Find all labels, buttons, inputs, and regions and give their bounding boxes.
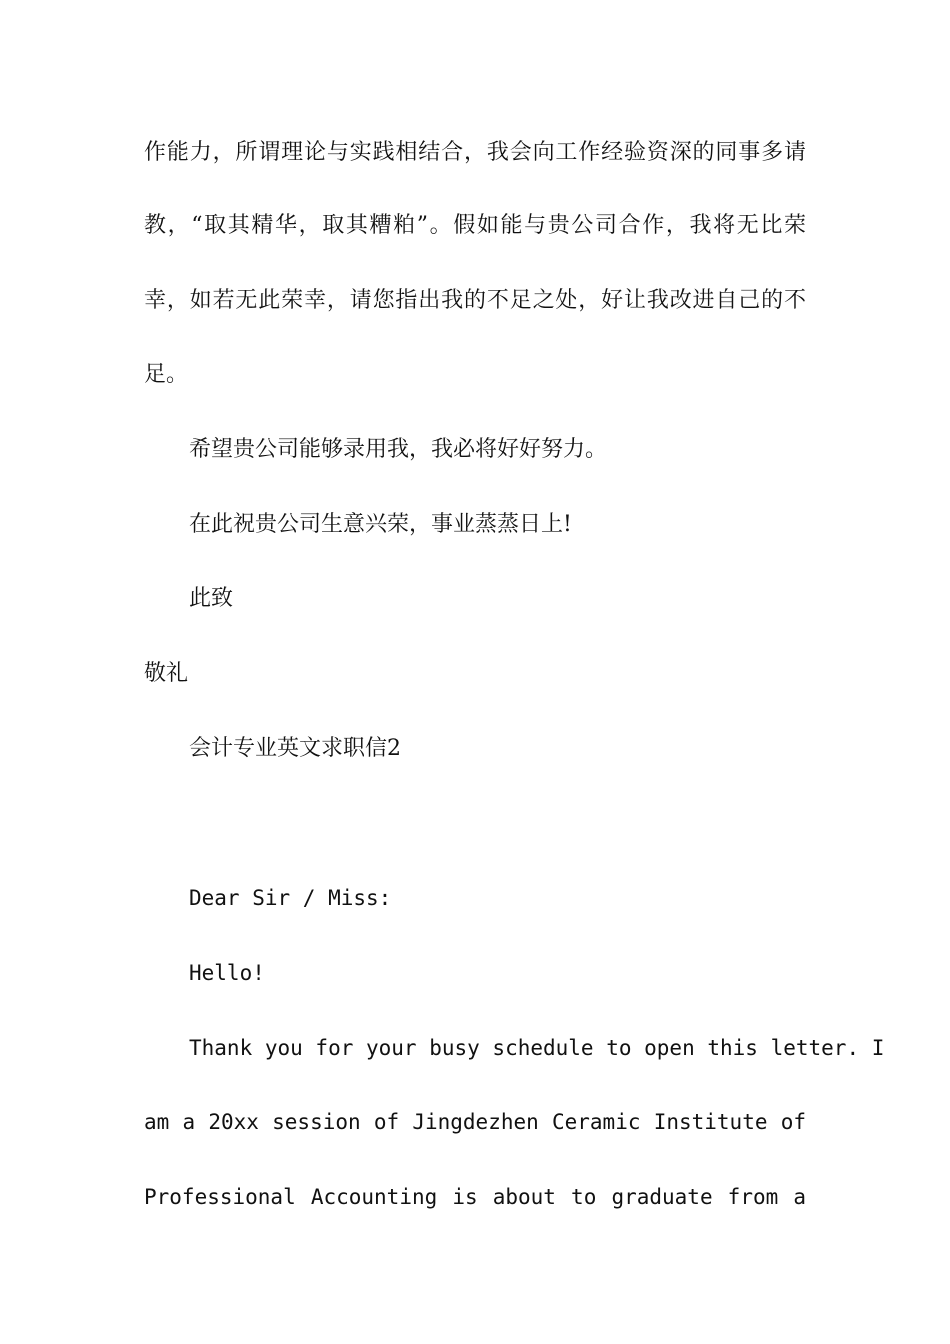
greeting-hello: Hello! (189, 961, 265, 985)
closing-wishes: 在此祝贵公司生意兴荣，事业蒸蒸日上! (189, 512, 572, 537)
english-line-2: am a 20xx session of Jingdezhen Ceramic Institute of (144, 1110, 806, 1134)
english-line-1: Thank you for your busy schedule to open this letter. I (189, 1036, 885, 1060)
paragraph-line-1: 作能力，所谓理论与实践相结合，我会向工作经验资深的同事多请 (144, 140, 806, 165)
salutation-cizhi: 此致 (189, 586, 234, 611)
english-line-3: Professional Accounting is about to graduate from a (144, 1185, 806, 1209)
greeting-dear: Dear Sir / Miss: (189, 886, 392, 910)
section-title: 会计专业英文求职信2 (189, 736, 401, 761)
salutation-jingli: 敬礼 (144, 661, 189, 686)
closing-hope: 希望贵公司能够录用我，我必将好好努力。 (189, 437, 608, 462)
paragraph-line-2: 教，“取其精华，取其糟粕”。假如能与贵公司合作，我将无比荣 (144, 213, 806, 238)
paragraph-line-4: 足。 (144, 362, 189, 387)
paragraph-line-3: 幸，如若无此荣幸，请您指出我的不足之处，好让我改进自己的不 (144, 288, 806, 313)
